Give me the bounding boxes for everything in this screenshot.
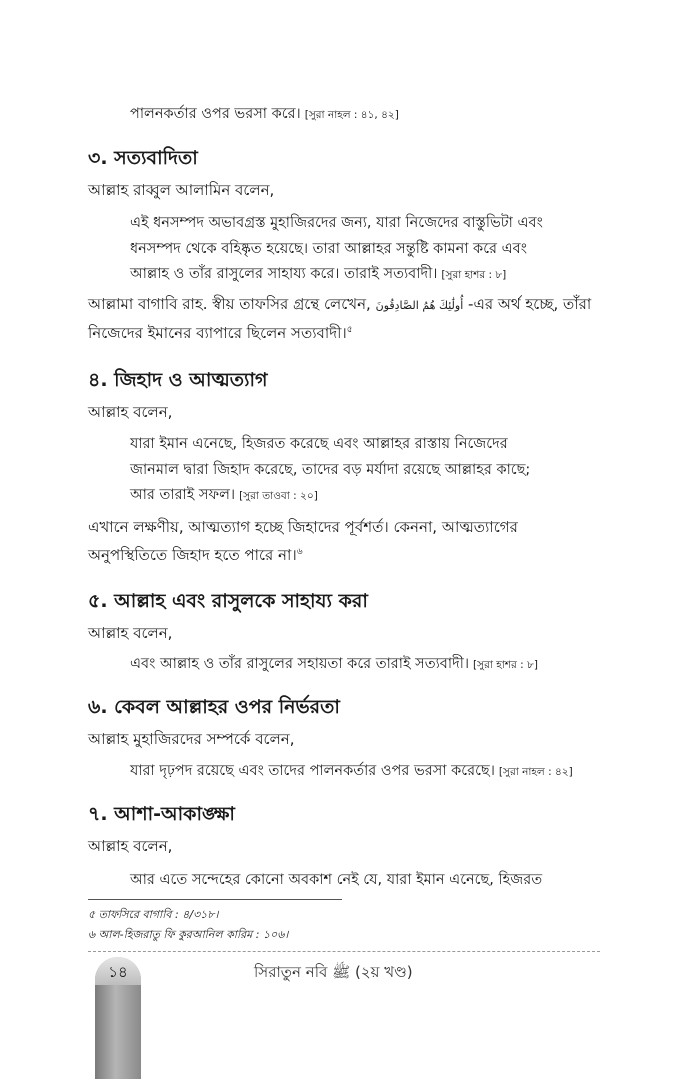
quran-reference: [সুরা হাশর : ৮]: [441, 269, 507, 281]
footnote-marker: ৫: [346, 325, 353, 335]
footnote: ৫ তাফসিরে বাগাবি : ৪/৩১৮।: [88, 908, 219, 921]
section-heading-reliance: ৬. কেবল আল্লাহর ওপর নির্ভরতা: [88, 696, 340, 718]
quran-reference: [সুরা নাহল : ৪১, ৪২]: [304, 109, 399, 121]
quote-line: আর তারাই সফল। [সুরা তাওবা : ২০]: [130, 487, 318, 503]
quote-line: যারা ইমান এনেছে, হিজরত করেছে এবং আল্লাহর রাস্তায় নিজেদের: [130, 436, 508, 452]
quote-line: যারা দৃঢ়পদ রয়েছে এবং তাদের পালনকর্তার ওপর ভরসা করেছে। [সুরা নাহল : ৪২]: [130, 763, 573, 779]
quran-reference: [সুরা নাহল : ৪২]: [498, 766, 573, 778]
quran-reference: [সুরা হাশর : ৮]: [473, 659, 538, 671]
quote-line: আর এতে সন্দেহের কোনো অবকাশ নেই যে, যারা ইমান এনেছে, হিজরত: [130, 872, 543, 888]
section-heading-helping: ৫. আল্লাহ এবং রাসুলকে সাহায্য করা: [88, 590, 368, 612]
paragraph-line: অনুপস্থিতিতে জিহাদ হতে পারে না।$^৬$: [88, 546, 303, 564]
quote-line: আল্লাহ ও তাঁর রাসুলের সাহায্য করে। তারাই সত্যবাদী। [সুরা হাশর : ৮]: [130, 266, 507, 282]
section-intro: আল্লাহ বলেন,: [88, 624, 173, 642]
arabic-phrase: أُولَٰئِكَ هُمُ الصَّادِقُونَ: [375, 299, 464, 312]
running-title: সিরাতুন নবি ﷺ (২য় খণ্ড): [254, 963, 413, 981]
quote-line: এবং আল্লাহ ও তাঁর রাসুলের সহায়তা করে তারাই সত্যবাদী। [সুরা হাশর : ৮]: [130, 656, 538, 672]
page-number: ১৪: [95, 957, 141, 985]
section-heading-truthfulness: ৩. সত্যবাদিতা: [88, 147, 198, 169]
quran-reference: [সুরা তাওবা : ২০]: [239, 490, 318, 502]
footnote-divider: [88, 899, 342, 900]
section-heading-jihad: ৪. জিহাদ ও আত্মত্যাগ: [88, 369, 268, 391]
quote-line: ধনসম্পদ থেকে বহিষ্কৃত হয়েছে। তারা আল্লাহর সন্তুষ্টি কামনা করে এবং: [130, 241, 527, 257]
continued-quote-line: পালনকর্তার ওপর ভরসা করে। [সুরা নাহল : ৪১, ৪২]: [130, 106, 399, 122]
paragraph-line: আল্লামা বাগাবি রাহ. স্বীয় তাফসির গ্রন্থে লেখেন, أُولَٰئِكَ هُمُ الصَّادِقُونَ -এর অর্থ হচ্ছে, তাঁরা: [88, 295, 592, 313]
footer-divider: [88, 951, 600, 952]
quote-line: জানমাল দ্বারা জিহাদ করেছে, তাদের বড় মর্যাদা রয়েছে আল্লাহর কাছে;: [130, 462, 531, 478]
footnote-marker: ৬: [296, 547, 303, 557]
section-heading-hope: ৭. আশা-আকাঙ্ক্ষা: [88, 803, 235, 825]
paragraph-line: এখানে লক্ষণীয়, আত্মত্যাগ হচ্ছে জিহাদের পূর্বশর্ত। কেননা, আত্মত্যাগের: [88, 518, 518, 536]
quote-line: এই ধনসম্পদ অভাবগ্রস্ত মুহাজিরদের জন্য, যারা নিজেদের বাস্তুভিটা এবং: [130, 215, 543, 231]
section-intro: আল্লাহ বলেন,: [88, 403, 173, 421]
section-intro: আল্লাহ মুহাজিরদের সম্পর্কে বলেন,: [88, 730, 295, 748]
section-intro: আল্লাহ রাব্বুল আলামিন বলেন,: [88, 181, 275, 199]
section-intro: আল্লাহ বলেন,: [88, 837, 173, 855]
paragraph-line: নিজেদের ইমানের ব্যাপারে ছিলেন সত্যবাদী।$^৫$: [88, 324, 353, 342]
footnote: ৬ আল-হিজরাতু ফি কুরআনিল কারিম : ১০৬।: [88, 928, 289, 941]
